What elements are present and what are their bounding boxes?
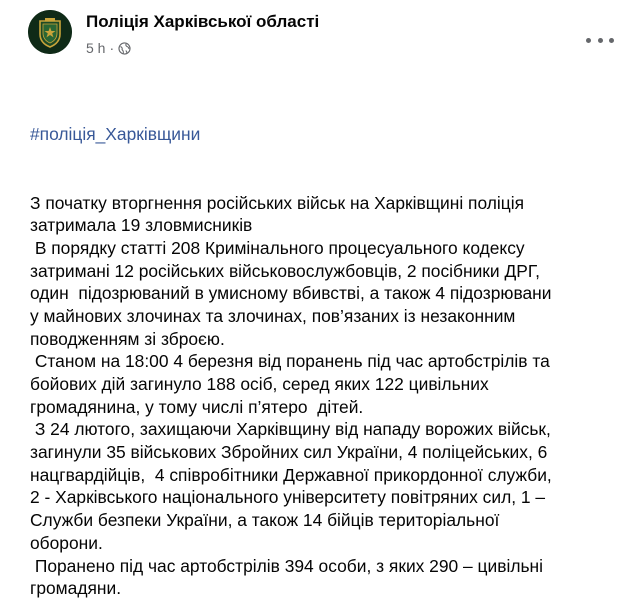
post-text-line: у майнових злочинах та злочинах, пов’язаних із незаконним bbox=[30, 305, 516, 326]
post-text-line: загинули 35 військових Збройних сил України, 4 поліцейських, 6 bbox=[30, 442, 548, 463]
post-text-line: громадянина, у тому числі п’ятеро дітей. bbox=[30, 396, 364, 417]
post-text-line: поводженням зі зброєю. bbox=[30, 328, 225, 349]
post-text-line: В порядку статті 208 Кримінального процесуального кодексу bbox=[30, 237, 525, 258]
post-text-line: 2 - Харківського національного університету повітряних сил, 1 – bbox=[30, 487, 546, 508]
post-text-line: один підозрюваний в умисному вбивстві, а також 4 підозрювани bbox=[30, 283, 552, 304]
post-timestamp[interactable]: 5 h bbox=[86, 40, 106, 56]
more-horizontal-icon bbox=[586, 38, 591, 43]
more-options-button[interactable] bbox=[586, 30, 614, 50]
post-header bbox=[28, 10, 618, 66]
more-dot bbox=[609, 38, 614, 43]
post-text-line: Станом на 18:00 4 березня від поранень під час артобстрілів та bbox=[30, 351, 550, 372]
post-text-line: бойових дій загинуло 188 осіб, серед яких 122 цивільних bbox=[30, 374, 489, 394]
post-text-line: Служби безпеки України, а також 14 бійців територіальної bbox=[30, 510, 500, 531]
more-dot bbox=[598, 38, 603, 43]
page-avatar[interactable] bbox=[28, 10, 72, 54]
post-text-line: нацгвардійців, 4 співробітники Державної прикордонної служби, bbox=[30, 464, 552, 485]
post-text-line: затримані 12 російських військовослужбовців, 2 посібники ДРГ, bbox=[30, 260, 540, 281]
post-text-line: оборони. bbox=[30, 532, 103, 553]
post-meta bbox=[86, 40, 131, 56]
hashtag-link[interactable]: #поліція_Харківщини bbox=[30, 124, 201, 145]
post-text-line: Поранено під час артобстрілів 394 особи, з яких 290 – цивільні bbox=[30, 555, 543, 576]
meta-separator: · bbox=[109, 40, 115, 56]
page-name-link[interactable]: Поліція Харківської області bbox=[86, 12, 320, 31]
globe-icon[interactable] bbox=[118, 42, 131, 55]
post-text bbox=[30, 78, 624, 600]
post-text-line: З початку вторгнення російських військ на Харківщині поліція bbox=[30, 192, 525, 213]
post-text-line: затримала 19 зловмисників bbox=[30, 215, 253, 236]
post-text-line: З 24 лютого, захищаючи Харківщину від нападу ворожих військ, bbox=[30, 419, 551, 440]
post-text-line: громадяни. bbox=[30, 578, 122, 599]
police-emblem-icon bbox=[28, 10, 72, 54]
